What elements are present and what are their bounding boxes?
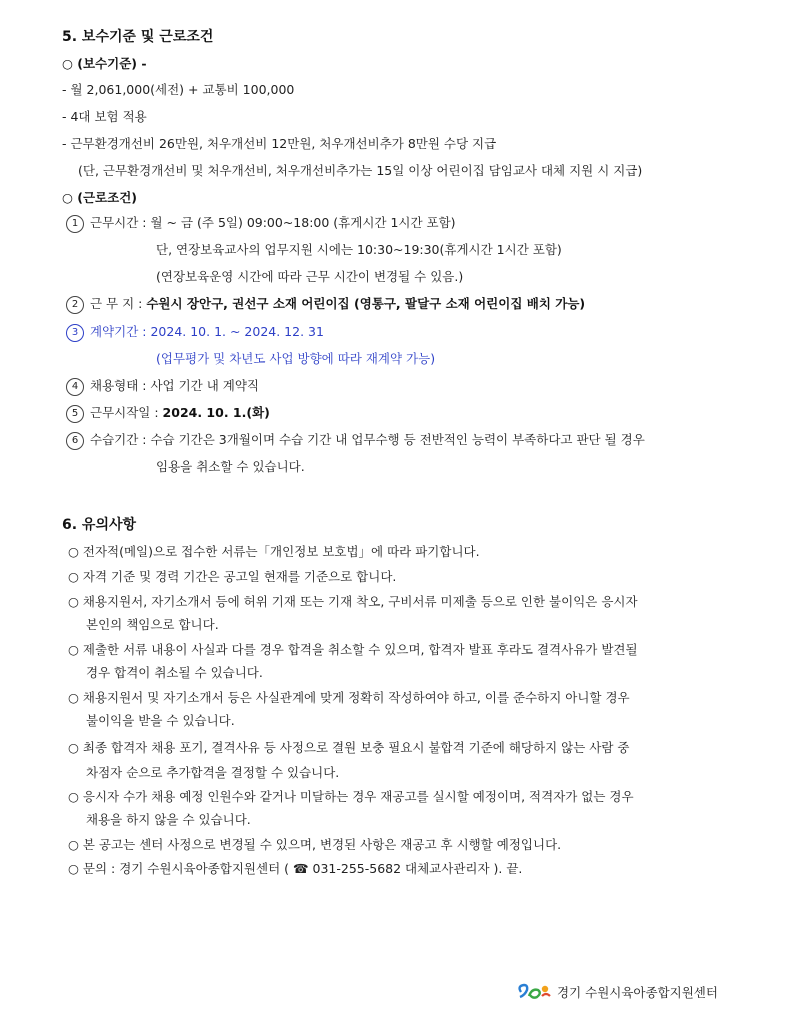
work-item-2: 근 무 지 : 수원시 장안구, 권선구 소재 어린이집 (영통구, 팔달구 소재 어린이집 배치 가능) [90, 296, 586, 311]
work-item-3: 계약기간 : 2024. 10. 1. ~ 2024. 12. 31 [90, 324, 324, 339]
item-number-5: 5 [66, 405, 84, 423]
footer-org-name: 경기 수원시육아종합지원센터 [557, 985, 718, 1000]
notice-item: ○ 채용지원서 및 자기소개서 등은 사실관계에 맞게 정확히 작성하여야 하고, 이를 준수하지 아니할 경우 [68, 690, 630, 705]
work-item-3-sub: (업무평가 및 차년도 사업 방향에 따라 재계약 가능) [156, 351, 436, 366]
notice-item-cont: 불이익을 받을 수 있습니다. [86, 713, 235, 728]
notice-item: ○ 자격 기준 및 경력 기간은 공고일 현재를 기준으로 합니다. [68, 569, 397, 584]
item-number-4: 4 [66, 378, 84, 396]
notice-item-cont: 경우 합격이 취소될 수 있습니다. [86, 665, 263, 680]
pay-item: - 근무환경개선비 26만원, 처우개선비 12만원, 처우개선비추가 8만원 수당 지급 [62, 136, 497, 151]
work-item-5: 근무시작일 : 2024. 10. 1.(화) [90, 405, 270, 420]
section6-title: 6. 유의사항 [62, 517, 137, 533]
notice-item: ○ 문의 : 경기 수원시육아종합지원센터 ( ☎ 031-255-5682 대체교사관리자 ). 끝. [68, 861, 523, 876]
notice-item: ○ 전자적(메일)으로 접수한 서류는「개인정보 보호법」에 따라 파기합니다. [68, 544, 480, 559]
notice-item: ○ 채용지원서, 자기소개서 등에 허위 기재 또는 기재 착오, 구비서류 미제출 등으로 인한 불이익은 응시자 [68, 594, 638, 609]
item-number-3: 3 [66, 324, 84, 342]
work-item-6: 수습기간 : 수습 기간은 3개월이며 수습 기간 내 업무수행 등 전반적인 능력이 부족하다고 판단 될 경우 [90, 432, 645, 447]
notice-item: ○ 응시자 수가 채용 예정 인원수와 같거나 미달하는 경우 재공고를 실시할 예정이며, 적격자가 없는 경우 [68, 789, 634, 804]
section5-title: 5. 보수기준 및 근로조건 [62, 29, 214, 45]
work-item-6-sub: 임용을 취소할 수 있습니다. [156, 459, 305, 474]
work-item-1: 근무시간 : 월 ~ 금 (주 5일) 09:00~18:00 (휴게시간 1시간 포함) [90, 215, 456, 230]
notice-item-cont: 채용을 하지 않을 수 있습니다. [86, 812, 251, 827]
notice-item: ○ 최종 합격자 채용 포기, 결격사유 등 사정으로 결원 보충 필요시 불합격 기준에 해당하지 않는 사람 중 [68, 740, 630, 755]
notice-item-cont: 본인의 책임으로 합니다. [86, 617, 219, 632]
work-header: ○ (근로조건) [62, 190, 137, 205]
notice-item-cont: 차점자 순으로 추가합격을 결정할 수 있습니다. [86, 765, 340, 780]
pay-item: - 월 2,061,000(세전) + 교통비 100,000 [62, 82, 295, 97]
item-number-1: 1 [66, 215, 84, 233]
org-logo-icon [515, 982, 553, 1002]
item-number-6: 6 [66, 432, 84, 450]
work-item-4: 채용형태 : 사업 기간 내 계약직 [90, 378, 259, 393]
work-item-1-sub: 단, 연장보육교사의 업무지원 시에는 10:30~19:30(휴게시간 1시간 포함) [156, 242, 562, 257]
notice-item: ○ 본 공고는 센터 사정으로 변경될 수 있으며, 변경된 사항은 재공고 후 시행할 예정입니다. [68, 837, 562, 852]
pay-header: ○ (보수기준) - [62, 56, 147, 71]
item-number-2: 2 [66, 296, 84, 314]
notice-item: ○ 제출한 서류 내용이 사실과 다를 경우 합격을 취소할 수 있으며, 합격자 발표 후라도 결격사유가 발견될 [68, 642, 638, 657]
work-item-1-sub: (연장보육운영 시간에 따라 근무 시간이 변경될 수 있음.) [156, 269, 464, 284]
pay-item: - 4대 보험 적용 [62, 109, 147, 124]
footer-logo [515, 982, 718, 1002]
pay-note: (단, 근무환경개선비 및 처우개선비, 처우개선비추가는 15일 이상 어린이집 담임교사 대체 지원 시 지급) [78, 163, 643, 178]
